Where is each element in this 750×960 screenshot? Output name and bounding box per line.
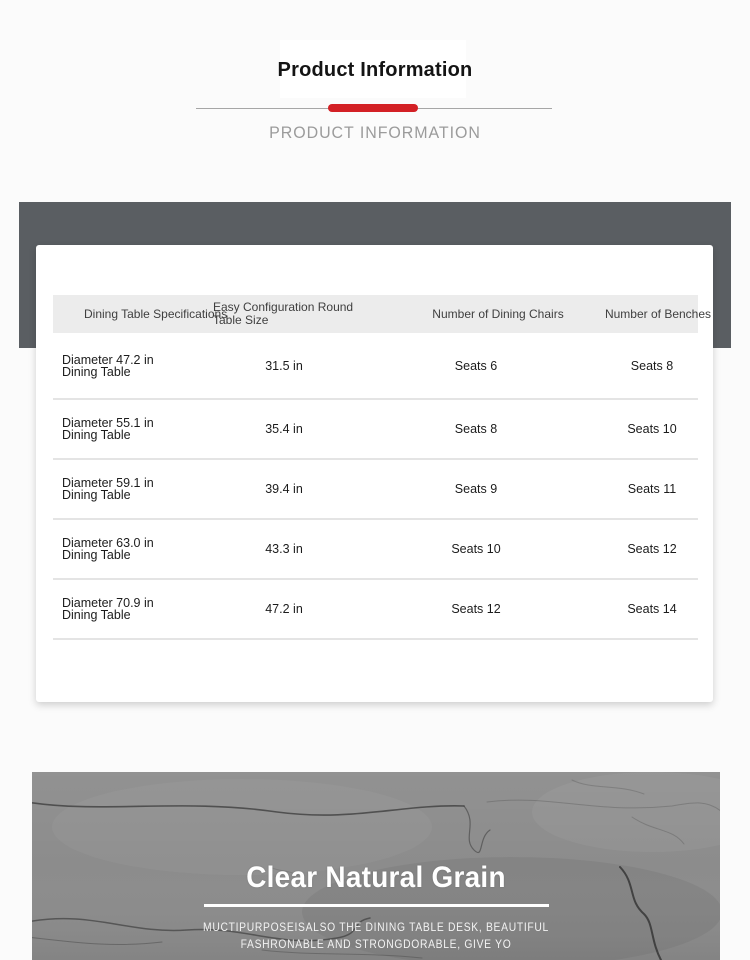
- cell-size: 35.4 in: [265, 422, 303, 436]
- cell-spec-line2: Dining Table: [62, 608, 131, 622]
- cell-spec-line1: Diameter 63.0 in: [62, 536, 154, 550]
- cell-spec-line2: Dining Table: [62, 488, 131, 502]
- cell-spec: [62, 477, 154, 501]
- page-subtitle: PRODUCT INFORMATION: [269, 123, 481, 142]
- feature-banner: [32, 772, 720, 960]
- feature-text-block: [32, 860, 720, 953]
- feature-divider-line: [204, 904, 549, 907]
- table-header-row: [53, 295, 712, 333]
- cell-spec-line1: Diameter 70.9 in: [62, 596, 154, 610]
- cell-spec: [62, 597, 154, 621]
- cell-spec-line1: Diameter 55.1 in: [62, 416, 154, 430]
- cell-spec-line2: Dining Table: [62, 428, 131, 442]
- cell-spec-line2: Dining Table: [62, 364, 131, 379]
- feature-caption-line1: MUCTIPURPOSEISALSO THE DINING TABLE DESK, BEAUTIFUL: [203, 920, 549, 934]
- header-dining-table-specifications: Dining Table Specifications: [84, 307, 228, 321]
- cell-size: 47.2 in: [265, 602, 303, 616]
- cell-benches: Seats 11: [627, 482, 677, 496]
- table-row: [53, 400, 698, 460]
- cell-spec-line1: Diameter 59.1 in: [62, 476, 154, 490]
- cell-benches: Seats 10: [627, 422, 677, 436]
- spec-table-card: [36, 245, 713, 702]
- cell-spec: [62, 537, 154, 561]
- title-underline: [196, 104, 552, 113]
- table-row: [53, 580, 698, 640]
- cell-chairs: Seats 6: [454, 358, 498, 373]
- cell-size: 43.3 in: [265, 542, 303, 556]
- cell-chairs: Seats 10: [451, 542, 501, 556]
- header-round-table-size: Easy Configuration Round Table Size: [213, 300, 354, 327]
- cell-chairs: Seats 8: [454, 422, 498, 436]
- cell-chairs: Seats 9: [454, 482, 498, 496]
- page-title: Product Information: [277, 59, 473, 81]
- cell-size: 39.4 in: [265, 482, 303, 496]
- header-number-of-dining-chairs: Number of Dining Chairs: [432, 307, 564, 321]
- table-row: [53, 333, 698, 400]
- cell-benches: Seats 8: [630, 358, 674, 373]
- feature-caption-line2: FASHRONABLE AND STRONGDORABLE, GIVE YO: [240, 937, 512, 951]
- cell-spec-line2: Dining Table: [62, 548, 131, 562]
- header-number-of-benches: Number of Benches: [604, 307, 712, 321]
- table-row: [53, 520, 698, 580]
- cell-chairs: Seats 12: [451, 602, 501, 616]
- cell-size: 31.5 in: [265, 358, 303, 373]
- cell-benches: Seats 12: [627, 542, 677, 556]
- table-row: [53, 460, 698, 520]
- cell-spec-line1: Diameter 47.2 in: [62, 352, 154, 367]
- accent-bar: [328, 104, 418, 112]
- table-body: [53, 333, 698, 640]
- feature-heading: Clear Natural Grain: [246, 861, 506, 894]
- cell-spec: [62, 354, 154, 378]
- cell-spec: [62, 417, 154, 441]
- cell-benches: Seats 14: [627, 602, 677, 616]
